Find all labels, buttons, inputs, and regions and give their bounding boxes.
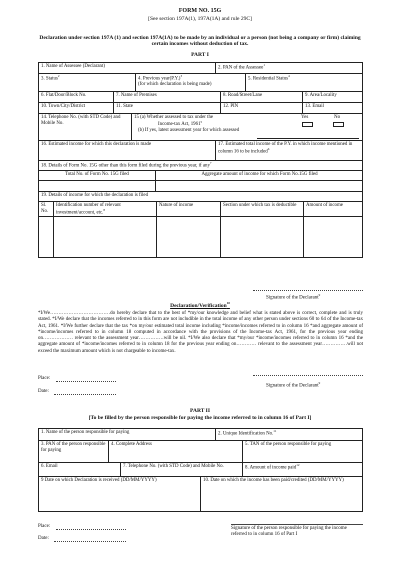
place-label-1: Place: [38,376,51,381]
assessed-no-checkbox[interactable] [333,122,344,127]
part-2-table [38,428,363,512]
total-forms-filed-input[interactable] [39,181,156,192]
income-row-identification[interactable] [54,217,157,258]
part-2-title: PART II [190,408,210,414]
status-field[interactable]: 3. Status$^2$ [39,74,136,92]
place-input-2[interactable] [56,529,126,530]
telephone-field[interactable]: 14. Telephone No. (with STD Code) and Mobile No. [39,114,132,141]
details-form-15g-heading: 18. Details of Form No. 15G other than this form filed during the previous year, if any$^7$ [39,161,363,171]
aggregate-amount-header: Aggregate amount of income for which Form No.15G filed [156,171,363,181]
declaration-heading: Declaration under section 197A (1) and section 197A(1A) to be made by an individual or a person (not being a company or firm) claiming certain incomes without deduction of tax. [39,35,361,48]
section-tax-deductible-header: Section under which tax is deductible [221,202,304,217]
identification-number-header: Identification number of relevant investment/account, etc.$^8$ [54,202,157,217]
part-1-title: PART I [191,52,209,58]
income-row-sl[interactable] [39,217,54,258]
aggregate-amount-input[interactable] [156,181,363,192]
residential-status-field[interactable]: 5. Residential Status$^4$ [246,74,363,92]
signature-line-1[interactable] [253,290,363,291]
declarant-signature-label-2: Signature of the Declarant$^9$ [266,381,321,389]
estimated-income-field[interactable]: 16. Estimated income for which this declaration is made [39,141,216,161]
tan-field[interactable]: 5. TAN of the person responsible for paying [243,441,363,463]
date-label-2: Date: [38,536,49,541]
payer-email-field[interactable]: 6. Email [39,463,121,477]
yes-label: Yes [301,115,309,120]
place-label-2: Place: [38,524,51,529]
road-street-lane-field[interactable]: 8. Road/Street/Lane [221,92,303,103]
state-field[interactable]: 11. State [114,103,221,114]
income-paid-date-field[interactable]: 10. Date on which the income has been paid/credited (DD/MM/YYYY) [203,478,344,483]
payer-signature-label: Signature of the person responsible for paying the income referred to in column 16 of Part I [231,526,347,538]
nature-of-income-header: Nature of income [157,202,221,217]
town-city-district-field[interactable]: 10. Town/City/District [39,103,114,114]
payer-pan-field[interactable]: 3. PAN of the person responsible for paying [39,441,109,463]
no-label: No [334,115,341,120]
amount-paid-field[interactable]: 8. Amount of income paid$^{12}$ [243,463,363,477]
assessed-to-tax-field: 15 (a) Whether assessed to tax under the Income-tax Act, 1961$^5$ (b) If yes, latest assessment year for which assessed [132,114,363,141]
form-reference: [See section 197A(1), 197A(1A) and rule 29C] [148,16,252,22]
declaration-received-date-field[interactable]: 9 Date on which Declaration is received (DD/MM/YYYY) [39,477,201,512]
date-label-1: Date: [38,389,49,394]
latest-assessment-year-input[interactable] [257,138,359,139]
pin-field[interactable]: 12. PIN [221,103,303,114]
flat-door-block-field[interactable]: 6. Flat/Door/Block No. [39,92,114,103]
form-number: FORM NO. 15G [178,8,222,14]
unique-identification-field[interactable]: 2. Unique Identification No.$^{11}$ [216,429,363,441]
total-forms-filed-header: Total No. of Form No. 15G filed [39,171,156,181]
income-details-heading: 19. Details of income for which the declaration is filed [39,192,363,202]
name-of-assessee-field[interactable]: 1. Name of Assessee (Declarant) [39,63,216,74]
verification-text: *I/We………………………………do hereby declare that to the best of *my/our knowledge and belief what is stated above is correct, complete and is truly stated. *I/We declare that the incomes referred to in this form are not includible in the total income of any other person under sections 60 to 64 of the Income-tax Act, 1961. *I/We further declare that the tax *on my/our estimated total income including *income/incomes referred to in column 16 *and aggregate amount of *income/incomes referred to in column 18 computed in accordance with the provisions of the Income-tax Act, 1961, for the previous year ending on……………… relevant to the assessment year……………will be nil. *I/We also declare that *my/our *income/incomes referred to in column 16 *and the aggregate amount of *income/incomes referred to in column 18 for the previous year ending on………… relevant to the assessment year……………will not exceed the maximum amount which is not chargeable to income-tax. [38,311,363,354]
declarant-signature-label-1: Signature of the Declarant$^9$ [266,293,321,301]
previous-year-field[interactable]: 4. Previous $year(P.Y.)^3$ (for which declaration is being made) [136,74,246,92]
estimated-total-income-field[interactable]: 17. Estimated total income of the P.Y. in which income mentioned in column 16 to be included$^6$ [216,141,363,161]
area-locality-field[interactable]: 9. Area/Locality [303,92,363,103]
income-row-section[interactable] [221,217,304,258]
complete-address-field[interactable]: 4. Complete Address [109,441,243,463]
amount-of-income-header: Amount of income [304,202,363,217]
signature-line-2[interactable] [253,375,363,376]
income-row-amount[interactable] [304,217,363,258]
part-1-table [38,62,363,258]
payer-telephone-field[interactable]: 7. Telephone No. (with STD Code) and Mobile No. [121,463,243,477]
payer-name-field[interactable]: 1. Name of the person responsible for paying [39,429,216,441]
pan-field[interactable]: 2. PAN of the Assessee$^1$ [216,63,363,74]
signature-line-3[interactable] [231,524,363,525]
date-input-1[interactable] [54,394,116,395]
part-2-subtitle: [To be filled by the person responsible for paying the income referred to in column 16 of Part I] [88,415,312,421]
sl-no-header: Sl. No. [39,202,54,217]
declaration-verification-heading: Declaration/Verification$^{10}$ [170,301,230,309]
premises-field[interactable]: 7. Name of Premises [114,92,221,103]
date-input-2[interactable] [54,541,126,542]
assessed-yes-checkbox[interactable] [302,122,313,127]
place-input-1[interactable] [56,381,116,382]
email-field[interactable]: 13. Email [303,103,363,114]
income-row-nature[interactable] [157,217,221,258]
